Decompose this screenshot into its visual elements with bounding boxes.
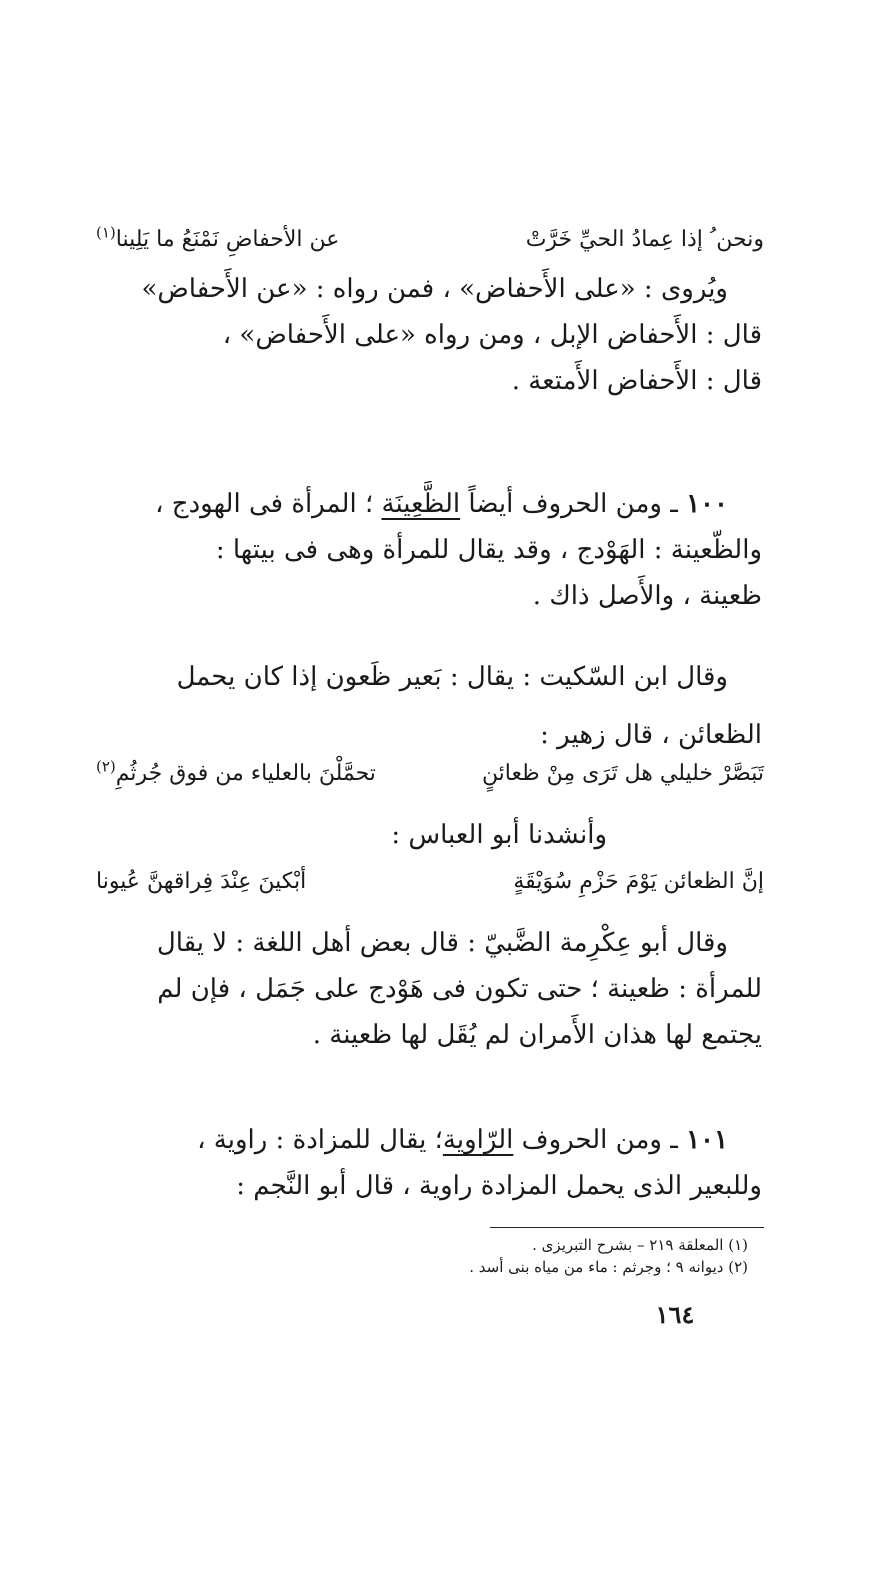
text-line: وقال ابن السّكيت : يقال : بَعير ظَعون إذا كان يحمل — [176, 662, 728, 692]
section-number: ١٠٠ — [686, 489, 728, 519]
verse-1-second-hemistich — [96, 220, 339, 260]
text-line: وأنشدنا أبو العباس : — [391, 820, 607, 850]
verse-2-first-hemistich: تَبَصَّرْ خليلي هل تَرَى مِنْ ظعائنٍ — [481, 761, 764, 786]
text-span: ؛ يقال للمزادة : راوية ، — [197, 1125, 443, 1155]
verse-2-second-hemistich — [96, 754, 376, 794]
footnotes — [100, 1234, 748, 1278]
verse-2 — [96, 754, 764, 794]
verse-3-first-hemistich: إنَّ الظعائن يَوْمَ حَزْمِ سُوَيْقَةٍ — [513, 869, 764, 894]
paragraph-variant-reading — [100, 266, 762, 404]
verse-2-second-text: تحمَّلْنَ بالعلياء من فوق جُرثُمِ — [115, 761, 376, 786]
text-line: ظعينة ، والأَصل ذاك . — [532, 581, 762, 611]
footnote-divider — [490, 1227, 764, 1228]
intro-abu-abbas — [100, 812, 762, 858]
text-line: وللبعير الذى يحمل المزادة راوية ، قال أبو النَّجم : — [236, 1171, 762, 1201]
footnote-2: (٢) ديوانه ٩ ؛ وجرثم : ماء من مياه بنى أسد . — [469, 1258, 748, 1276]
text-line: والظّعينة : الهَوْدج ، وقد يقال للمرأة وهى فى بيتها : — [215, 535, 762, 565]
page-number: ١٦٤ — [655, 1300, 695, 1329]
text-span: ـ ومن الحروف أيضاً — [468, 489, 678, 519]
footnote-ref-1: (١) — [96, 223, 116, 242]
section-100-heading-line — [100, 481, 762, 527]
footnote-ref-2: (٢) — [96, 757, 116, 776]
text-line: الظعائن ، قال زهير : — [540, 720, 762, 750]
verse-3 — [96, 862, 764, 902]
section-101-heading-line — [100, 1117, 762, 1163]
text-line: يجتمع لها هذان الأَمران لم يُقَل لها ظعينة . — [312, 1020, 762, 1050]
section-100 — [100, 481, 762, 619]
verse-3-second-hemistich: أبْكينَ عِنْدَ فِراقهنَّ عُيونا — [96, 869, 307, 894]
footnote-1: (١) المعلقة ٢١٩ – بشرح التبريزى . — [532, 1236, 748, 1254]
verse-1-second-text: عن الأحفاضِ نَمْنَعُ ما يَلِينا — [115, 227, 340, 252]
text-line: قال : الأَحفاض الإبل ، ومن رواه «على الأَحفاض» ، — [222, 320, 762, 350]
text-line: للمرأة : ظعينة ؛ حتى تكون فى هَوْدج على جَمَل ، فإن لم — [157, 974, 762, 1004]
headword-zaeena: الظَّعِينَة — [381, 489, 461, 519]
paragraph-abu-ikrima — [100, 920, 762, 1058]
verse-1-first-hemistich: ونحن ُ إذا عِمادُ الحيِّ خَرَّتْ — [525, 227, 764, 252]
section-number: ١٠١ — [686, 1125, 728, 1155]
headword-rawiya: الرّاوية — [442, 1125, 514, 1155]
text-line: قال : الأَحفاض الأَمتعة . — [511, 366, 762, 396]
paragraph-ibn-sikkit — [100, 654, 762, 758]
text-span: ؛ المرأة فى الهودج ، — [155, 489, 374, 519]
verse-1 — [96, 220, 764, 260]
text-line: وقال أبو عِكْرِمة الضَّبيّ : قال بعض أهل اللغة : لا يقال — [156, 928, 728, 958]
text-span: ـ ومن الحروف — [521, 1125, 678, 1155]
section-101 — [100, 1117, 762, 1209]
text-line: ويُروى : «على الأَحفاض» ، فمن رواه : «عن الأَحفاض» — [141, 274, 728, 304]
